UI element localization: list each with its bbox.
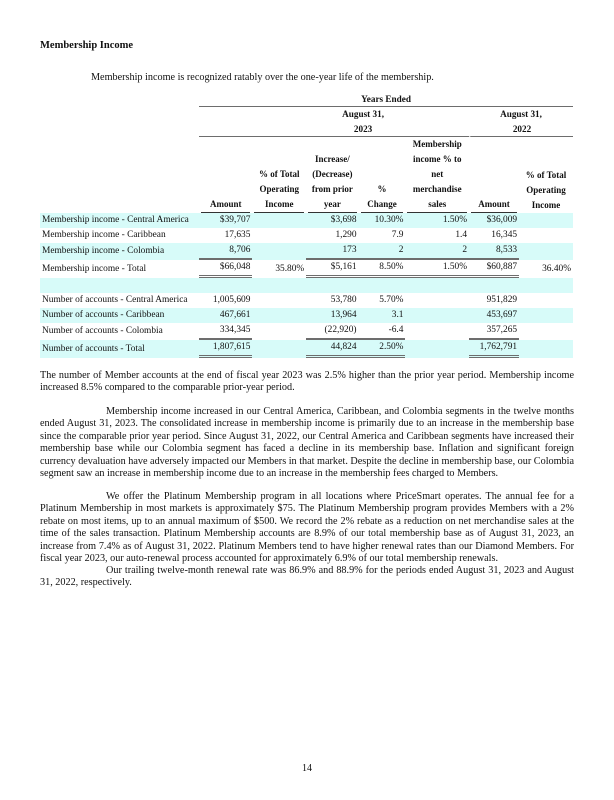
period-2022-line1: August 31, — [500, 109, 542, 119]
cell-pct-total-2023: 35.80% — [275, 263, 305, 274]
paragraph-accounts-summary: The number of Member accounts at the end of fiscal year 2023 was 2.5% higher than the prior year period. Membership income increased 8.5% compared to the comparable prior-year period. — [40, 370, 574, 394]
cell-increase: 1,290 — [335, 230, 357, 240]
col-amount-2023: Amount — [201, 143, 250, 213]
cell-amount-2023: 467,661 — [219, 310, 251, 320]
paragraph-platinum-membership — [40, 491, 574, 565]
row-label: Membership income - Colombia — [42, 246, 165, 256]
cell-pct-net-sales: 1.4 — [455, 230, 468, 240]
cell-pct-net-sales: 1.50% — [442, 215, 468, 225]
col-pct-change-l2: Change — [367, 199, 397, 209]
cell-pct-change: -6.4 — [359, 323, 406, 340]
paragraph-segment-growth — [40, 406, 574, 480]
cell-pct-change: 10.30% — [374, 215, 404, 225]
cell-increase: $5,161 — [306, 260, 358, 278]
col-pct-net-sales-l3: net — [431, 169, 444, 179]
row-label: Membership income - Caribbean — [42, 230, 166, 240]
paragraph-platinum-membership-text: We offer the Platinum Membership program in all locations where PriceSmart operates. The annual fee for a Platinum Membership in most markets is approximately $75. The Platinum Membership program provides Members with a 2% rebate on most items, up to an annual maximum of $500. We record the 2% rebate as a reduction on net merchandise sales at the time of the sales transaction. Platinum Membership accounts are 8.9% of our total membership base as of August 31, 2023, an increase from 7.4% as of August 31, 2022. Platinum Members tend to have higher renewal rates than our Diamond Members. For fiscal year 2023, our auto-renewal process accounted for approximately 6.9% of our total membership renewals. — [40, 491, 574, 565]
period-2022-line2: 2022 — [469, 122, 573, 137]
header-row-period-1 — [40, 107, 577, 122]
cell-pct-total-2022 — [519, 243, 573, 260]
cell-amount-2023: $39,707 — [219, 215, 251, 225]
table-row-total — [40, 340, 577, 358]
cell-pct-change: 2 — [359, 243, 406, 260]
cell-pct-change: 8.50% — [359, 260, 406, 278]
cell-amount-2022: 1,762,791 — [469, 340, 519, 358]
col-pct-net-sales-l1: Membership — [412, 139, 462, 149]
table-row — [40, 213, 577, 228]
header-row-period-2 — [40, 122, 577, 137]
paragraph-renewal-rate-text: Our trailing twelve-month renewal rate was 86.9% and 88.9% for the periods ended August 31, 2023 and August 31, 2022, respectively. — [40, 565, 574, 589]
row-label: Number of accounts - Central America — [42, 295, 188, 305]
header-row-years-ended — [40, 92, 577, 107]
column-header-row — [40, 137, 577, 213]
cell-pct-total-2022: 36.40% — [542, 263, 571, 274]
col-pct-total-2023-l1: % of Total — [259, 169, 300, 179]
col-pct-change-l1: % — [377, 184, 387, 194]
col-pct-net-sales — [407, 137, 467, 213]
cell-increase: 53,780 — [330, 295, 357, 305]
cell-amount-2022: 8,533 — [469, 243, 519, 260]
cell-increase: 13,964 — [330, 310, 357, 320]
cell-increase: $3,698 — [330, 215, 357, 225]
row-label: Membership income - Central America — [42, 215, 189, 225]
cell-pct-total-2023 — [252, 228, 306, 243]
col-pct-total-2022-l3: Income — [531, 200, 561, 210]
col-pct-net-sales-l5: sales — [428, 199, 447, 209]
cell-pct-total-2022 — [519, 213, 573, 228]
cell-amount-2023: 1,005,609 — [212, 295, 251, 305]
spacer-row — [40, 278, 577, 293]
row-label: Number of accounts - Total — [42, 343, 145, 354]
cell-amount-2022: $36,009 — [486, 215, 518, 225]
years-ended-header: Years Ended — [199, 92, 573, 107]
col-pct-net-sales-l2: income % to — [413, 154, 462, 164]
col-pct-change — [361, 182, 404, 213]
row-label: Number of accounts - Colombia — [42, 326, 163, 336]
cell-pct-change: 3.1 — [391, 310, 404, 320]
col-increase-l4: year — [323, 199, 341, 209]
col-amount-2022: Amount — [471, 197, 517, 213]
table-row — [40, 308, 577, 323]
intro-text: Membership income is recognized ratably over the one-year life of the membership. — [91, 72, 434, 83]
cell-amount-2022: 357,265 — [469, 323, 519, 340]
cell-amount-2023: 8,706 — [199, 243, 252, 260]
col-pct-net-sales-l4: merchandise — [412, 184, 462, 194]
col-pct-total-2022 — [521, 168, 571, 213]
table-row — [40, 228, 577, 243]
cell-pct-total-2023 — [252, 213, 306, 228]
cell-amount-2022: 951,829 — [486, 295, 518, 305]
cell-pct-change: 7.9 — [391, 230, 404, 240]
row-label: Number of accounts - Caribbean — [42, 310, 165, 320]
table-row — [40, 293, 577, 308]
membership-income-table — [40, 92, 577, 358]
cell-amount-2023: 1,807,615 — [199, 340, 252, 358]
paragraph-segment-growth-text: Membership income increased in our Central America, Caribbean, and Colombia segments in the twelve months ended August 31, 2023. The consolidated increase in membership income is primarily due to an increase in the membership base since the comparable prior year period. Since August 31, 2022, our Central America and Caribbean segments have increased their membership base while our Colombia segment has faced a decline in its membership base. Inflation and significant foreign currency devaluation have adversely impacted our Members in that market. Despite the decline in membership base, our Colombia segment saw an increase in membership income due to an increase in the membership fees charged to Members. — [40, 406, 574, 480]
col-pct-total-2023 — [254, 167, 304, 213]
col-increase-l2: (Decrease) — [312, 169, 353, 179]
table-row — [40, 323, 577, 340]
page-number: 14 — [302, 763, 312, 774]
cell-pct-total-2023 — [252, 243, 306, 260]
col-pct-total-2023-l2: Operating — [259, 184, 300, 194]
cell-pct-net-sales: 2 — [405, 243, 469, 260]
cell-increase: (22,920) — [306, 323, 358, 340]
cell-pct-total-2022 — [519, 228, 573, 243]
cell-amount-2023: 17,635 — [224, 230, 251, 240]
col-pct-total-2022-l2: Operating — [526, 185, 566, 195]
section-heading: Membership Income — [40, 40, 134, 51]
col-pct-total-2022-l1: % of Total — [525, 170, 567, 180]
cell-increase: 44,824 — [306, 340, 358, 358]
cell-pct-net-sales: 1.50% — [405, 260, 469, 278]
table-row — [40, 243, 577, 260]
paragraph-renewal-rate — [40, 565, 574, 590]
cell-increase: 173 — [306, 243, 358, 260]
cell-amount-2023: 334,345 — [199, 323, 252, 340]
cell-amount-2022: $60,887 — [469, 260, 519, 278]
col-pct-total-2023-l3: Income — [265, 199, 294, 209]
col-increase-l3: from prior — [311, 184, 353, 194]
cell-amount-2023: $66,048 — [199, 260, 252, 278]
cell-amount-2022: 453,697 — [486, 310, 518, 320]
row-label: Membership income - Total — [42, 263, 147, 274]
period-2023-line2: 2023 — [199, 122, 469, 137]
period-2023-line1: August 31, — [342, 109, 384, 119]
cell-pct-change: 2.50% — [359, 340, 406, 358]
table-row-total — [40, 260, 577, 278]
cell-pct-change: 5.70% — [379, 295, 404, 305]
col-increase-l1: Increase/ — [314, 154, 350, 164]
cell-amount-2022: 16,345 — [491, 230, 518, 240]
col-increase — [308, 152, 356, 213]
